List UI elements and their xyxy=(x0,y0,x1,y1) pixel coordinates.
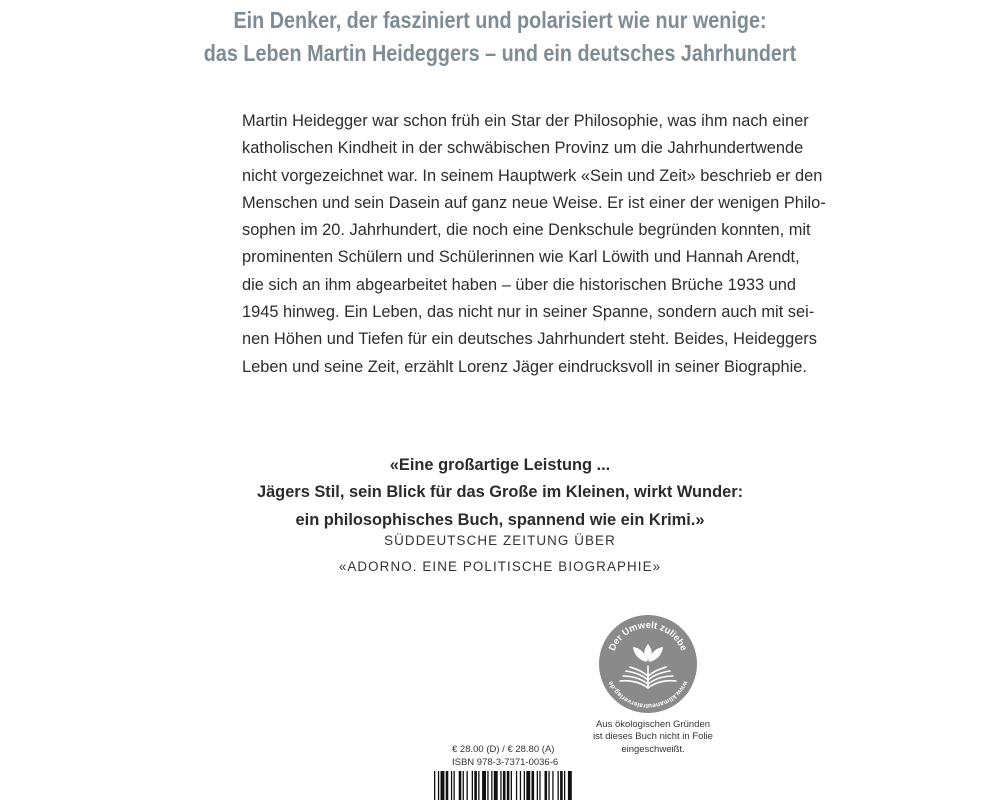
barcode-bar xyxy=(487,771,488,800)
seal-top-text: Der Umwelt zuliebe xyxy=(606,619,690,653)
barcode-bar xyxy=(441,771,445,800)
isbn-label: ISBN 978-3-7371-0036-6 xyxy=(452,757,559,768)
barcode-bar xyxy=(545,771,548,800)
blurb-line: Leben und seine Zeit, erzählt Lorenz Jäger eindrucksvoll in seiner Biographie. xyxy=(242,357,807,376)
quote-source xyxy=(0,528,1000,580)
barcode-bar xyxy=(459,771,462,800)
barcode-bar xyxy=(451,771,452,800)
source-line: «ADORNO. EINE POLITISCHE BIOGRAPHIE» xyxy=(338,559,662,574)
blurb-line: katholischen Kindheit in der schwäbischen Provinz um die Jahrhundertwende xyxy=(242,139,804,158)
seal-bottom-text: www.klimaneutralerverlag.de xyxy=(607,679,689,710)
barcode-bar xyxy=(564,771,565,800)
source-line: SÜDDEUTSCHE ZEITUNG ÜBER xyxy=(384,533,616,548)
quote-line: ein philosophisches Buch, spannend wie ein Krimi.» xyxy=(295,510,705,529)
barcode-bar xyxy=(494,771,498,800)
barcode-bar xyxy=(503,771,506,800)
eco-note-line: ist dieses Buch nicht in Folie xyxy=(593,731,713,743)
eco-note-line: eingeschweißt. xyxy=(621,743,685,755)
blurb-line: sophen im 20. Jahrhundert, die noch eine Denkschule begründen konnten, mit xyxy=(242,221,811,240)
barcode-bar xyxy=(516,771,517,800)
barcode-bar xyxy=(472,771,473,800)
quote-line: «Eine großartige Leistung ... xyxy=(389,456,611,474)
blurb-line: die sich an ihm abgearbeitet haben – über die historischen Brüche 1933 und xyxy=(242,275,797,294)
barcode-bar xyxy=(560,771,563,800)
blurb-line: Martin Heidegger war schon früh ein Star der Philosophie, was ihm nach einer xyxy=(242,112,809,130)
price-label: € 28.00 (D) / € 28.80 (A) xyxy=(452,744,555,755)
headline-line: das Leben Martin Heideggers – und ein deutsches Jahrhundert xyxy=(203,40,797,66)
blurb-text xyxy=(242,108,826,381)
barcode-bar xyxy=(482,771,486,800)
barcode-bar xyxy=(524,771,525,800)
barcode-bar xyxy=(491,771,492,800)
barcode-bar xyxy=(511,771,512,800)
barcode-bar xyxy=(537,771,538,800)
barcode-bar xyxy=(434,771,435,800)
barcode-graphic xyxy=(432,771,572,800)
barcode-bar xyxy=(568,771,572,800)
barcode-bar xyxy=(526,771,530,800)
barcode-bar xyxy=(474,771,477,800)
quote-line: Jägers Stil, sein Blick für das Große im Kleinen, wirkt Wunder: xyxy=(256,483,744,502)
barcode-bar xyxy=(548,771,549,800)
eco-seal-icon xyxy=(598,614,698,714)
blurb-line: prominenten Schülern und Schülerinnen wie Karl Löwith und Hannah Arendt, xyxy=(242,248,800,267)
barcode-bar xyxy=(478,771,479,800)
barcode-bar xyxy=(438,771,439,800)
barcode-bar xyxy=(463,771,464,800)
eco-note-line: Aus ökologischen Gründen xyxy=(595,719,711,730)
blurb-line: nicht vorgezeichnet war. In seinem Hauptwerk «Sein und Zeit» beschrieb er den xyxy=(242,166,823,185)
headline-line: Ein Denker, der fasziniert und polarisiert wie nur wenige: xyxy=(233,7,767,33)
blurb-line: Menschen und sein Dasein auf ganz neue Weise. Er ist einer der wenigen Philo- xyxy=(242,193,826,212)
barcode-bar xyxy=(500,771,501,800)
barcode-bar xyxy=(532,771,535,800)
headline xyxy=(70,4,930,70)
eco-seal xyxy=(598,614,698,719)
blurb-line: 1945 hinweg. Ein Leben, das nicht nur in seiner Spanne, sondern auch mit sei- xyxy=(242,303,815,322)
barcode-bar xyxy=(507,771,510,800)
barcode-bar xyxy=(558,771,559,800)
barcode-bar xyxy=(552,771,553,800)
barcode-bar xyxy=(520,771,521,800)
barcode-bar xyxy=(446,771,449,800)
price-block xyxy=(452,743,582,769)
eco-note xyxy=(590,719,716,756)
blurb-line: nen Höhen und Tiefen für ein deutsches Jahrhundert steht. Beides, Heideggers xyxy=(242,330,817,349)
barcode-bar xyxy=(467,771,468,800)
review-quote xyxy=(0,452,1000,534)
barcode-bar xyxy=(539,771,540,800)
barcode-bar xyxy=(454,771,455,800)
